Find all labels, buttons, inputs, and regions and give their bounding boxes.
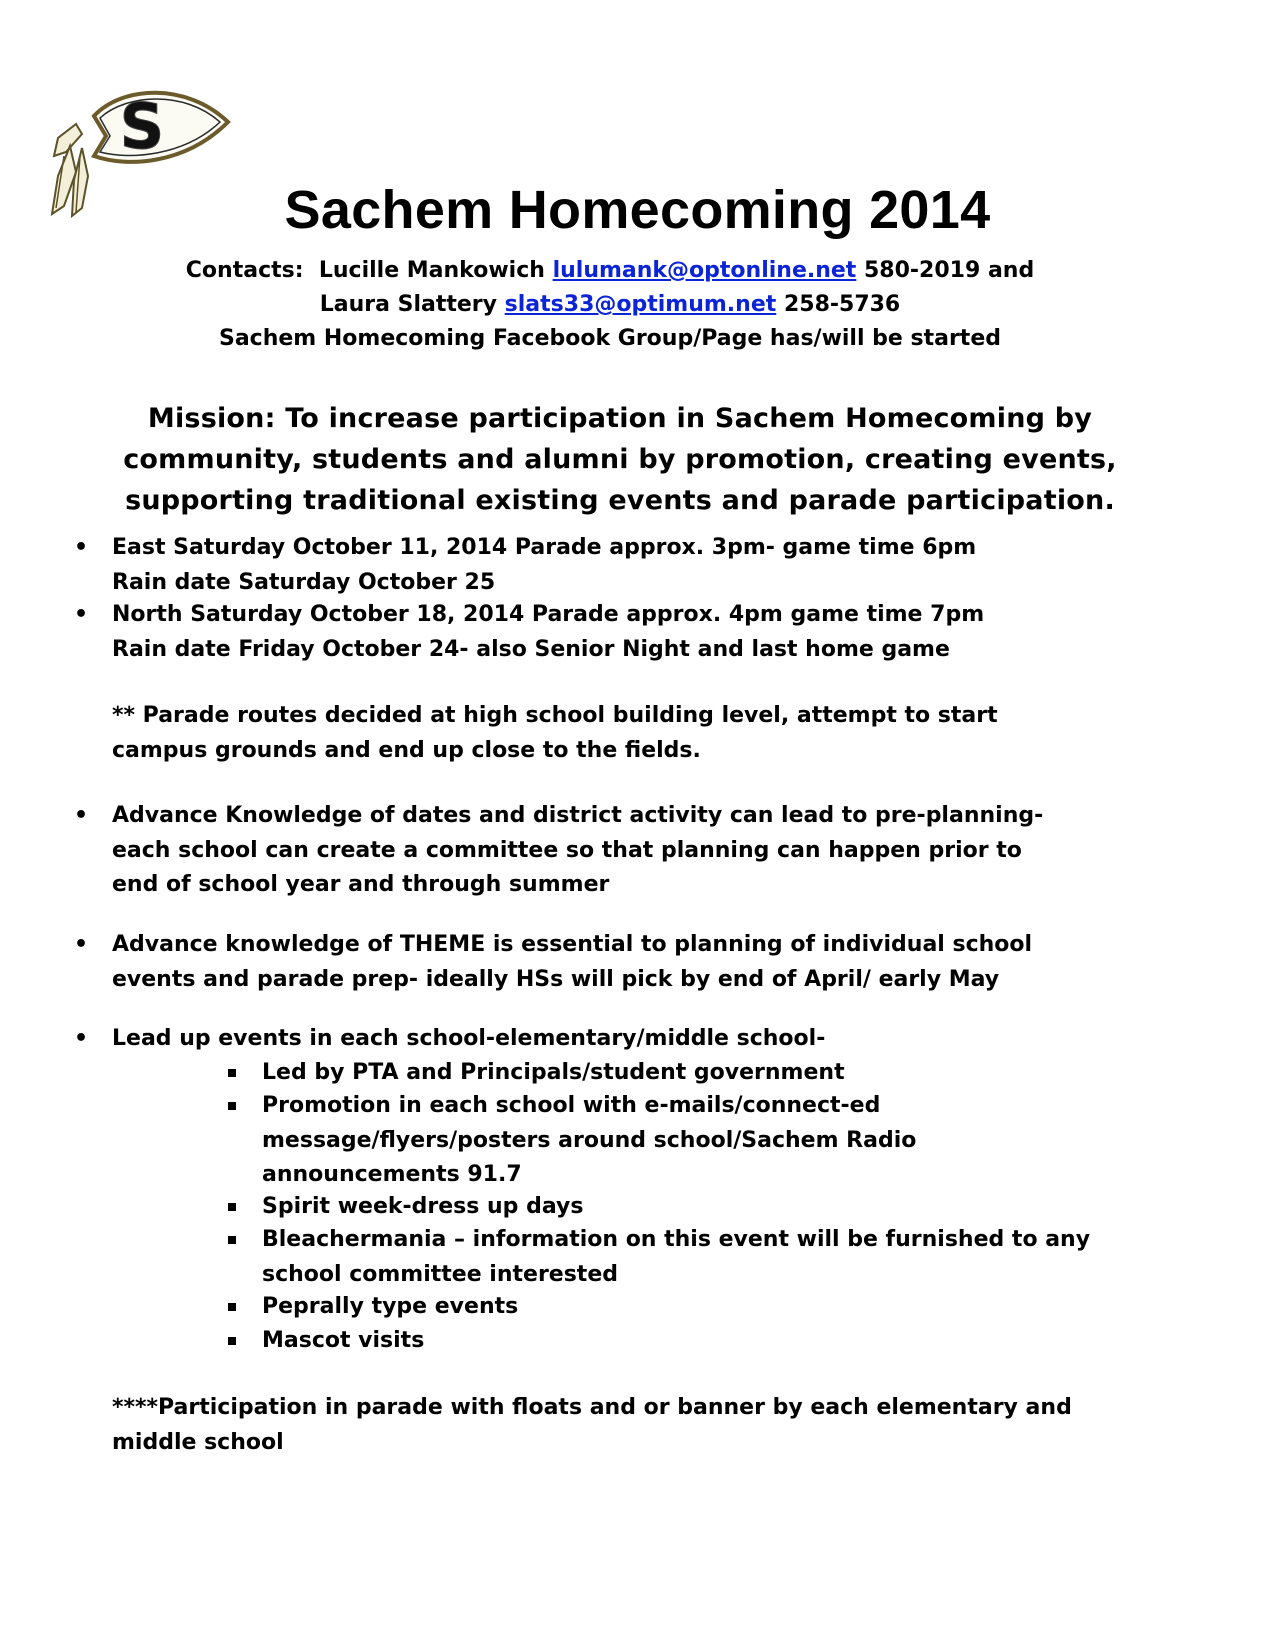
contact-2-email-link[interactable]: slats33@optimum.net <box>504 292 777 317</box>
list-item-line: events and parade prep- ideally HSs will pick by end of April/ early May <box>112 966 1000 992</box>
list-item-line: Advance Knowledge of dates and district activity can lead to pre-planning- <box>112 803 1044 828</box>
note-line: ****Participation in parade with floats and or banner by each elementary and <box>112 1395 1072 1420</box>
sub-item-spirit: Spirit week-dress up days <box>262 1194 584 1219</box>
bullet-icon: • <box>74 535 89 560</box>
sub-item-line: Bleachermania – information on this event will be furnished to any <box>262 1227 1091 1252</box>
note-line: ** Parade routes decided at high school building level, attempt to start <box>112 703 998 728</box>
list-item-line: Advance knowledge of THEME is essential to planning of individual school <box>112 932 1033 957</box>
bullet-icon: • <box>74 602 89 627</box>
list-item-advance-theme <box>112 928 1212 997</box>
contact-line-1 <box>0 254 1220 288</box>
list-item-line: North Saturday October 18, 2014 Parade approx. 4pm game time 7pm <box>112 602 985 627</box>
list-item-line: East Saturday October 11, 2014 Parade approx. 3pm- game time 6pm <box>112 535 977 560</box>
mission-line: supporting traditional existing events and parade participation. <box>125 485 1115 516</box>
sub-item-line: school committee interested <box>262 1261 618 1287</box>
contact-1-email-link[interactable]: lulumank@optonline.net <box>552 258 857 283</box>
square-bullet-icon <box>228 1102 236 1110</box>
page-title: Sachem Homecoming 2014 <box>284 180 991 240</box>
list-item-line: Rain date Friday October 24- also Senior Night and last home game <box>112 636 950 662</box>
bullet-icon: • <box>74 932 89 957</box>
sub-item-bleachermania <box>262 1223 1182 1292</box>
parade-routes-note <box>112 699 1212 768</box>
list-item-line: Rain date Saturday October 25 <box>112 569 496 595</box>
list-item-line: Lead up events in each school-elementary/middle school- <box>112 1026 826 1051</box>
list-item-lead-up <box>112 1022 1212 1057</box>
bullet-icon: • <box>74 803 89 828</box>
sub-item-line: message/flyers/posters around school/Sachem Radio <box>262 1127 917 1153</box>
list-item-line: end of school year and through summer <box>112 872 610 897</box>
contact-2-name: Laura Slattery <box>319 292 497 317</box>
square-bullet-icon <box>228 1203 236 1211</box>
sub-item-peprally: Peprally type events <box>262 1294 519 1319</box>
list-item-east <box>112 531 1212 600</box>
sub-item-mascot: Mascot visits <box>262 1328 425 1353</box>
square-bullet-icon <box>228 1069 236 1077</box>
sub-item-line: announcements 91.7 <box>262 1162 522 1187</box>
bullet-icon: • <box>74 1026 89 1051</box>
sub-item-pta: Led by PTA and Principals/student government <box>262 1060 845 1085</box>
square-bullet-icon <box>228 1337 236 1345</box>
contacts-block <box>0 254 1220 356</box>
square-bullet-icon <box>228 1236 236 1244</box>
mission-line: community, students and alumni by promotion, creating events, <box>123 444 1117 475</box>
facebook-note: Sachem Homecoming Facebook Group/Page has/will be started <box>218 326 1001 351</box>
sub-item-promotion <box>262 1089 1182 1193</box>
note-line: campus grounds and end up close to the fields. <box>112 737 701 763</box>
sub-item-line: Promotion in each school with e-mails/connect-ed <box>262 1093 881 1118</box>
contacts-label: Contacts: <box>185 258 304 283</box>
logo-letter: S <box>119 90 165 163</box>
note-line: middle school <box>112 1429 284 1455</box>
contact-2-phone: 258-5736 <box>783 292 901 317</box>
list-item-advance-dates <box>112 799 1212 903</box>
mission-line: Mission: To increase participation in Sachem Homecoming by <box>147 403 1093 434</box>
contact-1-phone: 580-2019 and <box>864 258 1035 283</box>
list-item-line: each school can create a committee so that planning can happen prior to <box>112 837 1022 863</box>
mission-statement <box>0 398 1240 521</box>
contact-line-2 <box>0 288 1220 322</box>
participation-note <box>112 1391 1212 1460</box>
square-bullet-icon <box>228 1303 236 1311</box>
contact-1-name: Lucille Mankowich <box>318 258 545 283</box>
list-item-north <box>112 598 1212 667</box>
